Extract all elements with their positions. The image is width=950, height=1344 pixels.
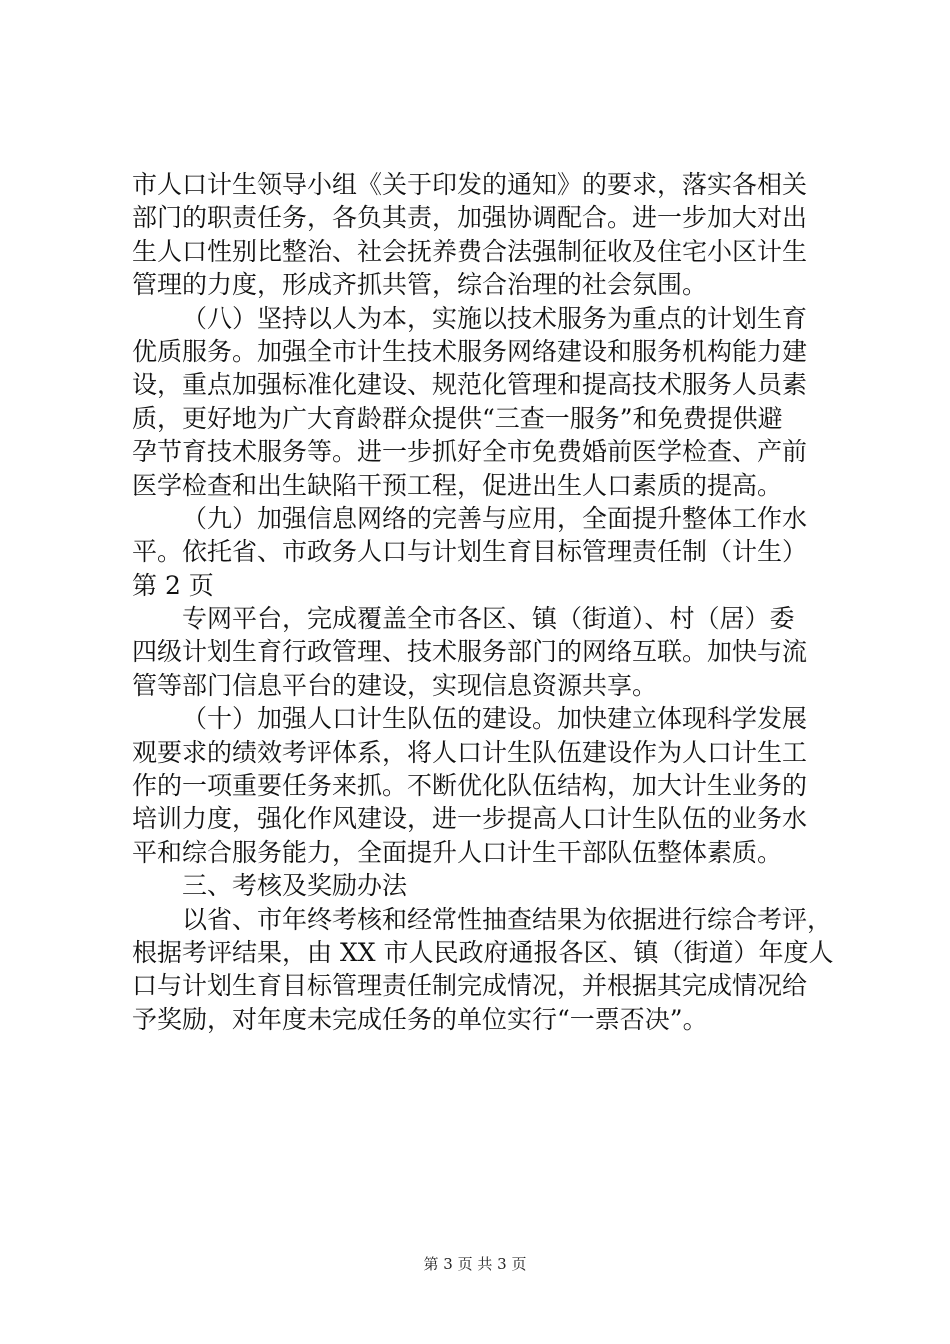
paragraph-start-line: 以省、市年终考核和经常性抽查结果为依据进行综合考评，: [182, 904, 833, 934]
text-line: 作的一项重要任务来抓。不断优化队伍结构，加大计生业务的: [132, 771, 808, 801]
text-line: 根据考评结果，由 XX 市人民政府通报各区、镇（街道）年度人: [132, 937, 834, 967]
page-footer: 第 3 页 共 3 页: [423, 1255, 527, 1273]
text-line: 培训力度，强化作风建设，进一步提高人口计生队伍的业务水: [132, 804, 808, 834]
text-line: 孕节育技术服务等。进一步抓好全市免费婚前医学检查、产前: [132, 437, 808, 467]
text-line: 管理的力度，形成齐抓共管，综合治理的社会氛围。: [132, 270, 708, 300]
text-line: 设，重点加强标准化建设、规范化管理和提高技术服务人员素: [132, 370, 808, 400]
section-heading: 三、考核及奖励办法: [182, 871, 408, 901]
document-body: [132, 168, 837, 1036]
text-line: 四级计划生育行政管理、技术服务部门的网络互联。加快与流: [132, 637, 808, 667]
text-line: 优质服务。加强全市计生技术服务网络建设和服务机构能力建: [132, 336, 808, 366]
text-line: 质，更好地为广大育龄群众提供“三查一服务”和免费提供避: [132, 403, 783, 433]
text-line: 观要求的绩效考评体系，将人口计生队伍建设作为人口计生工: [132, 737, 808, 767]
paragraph-start-line: （九）加强信息网络的完善与应用，全面提升整体工作水: [182, 503, 808, 533]
text-line: 平。依托省、市政务人口与计划生育目标管理责任制（计生）: [132, 537, 808, 567]
text-line: 医学检查和出生缺陷干预工程，促进出生人口素质的提高。: [132, 470, 783, 500]
text-line: 口与计划生育目标管理责任制完成情况，并根据其完成情况给: [132, 971, 808, 1001]
text-line: 平和综合服务能力，全面提升人口计生干部队伍整体素质。: [132, 837, 783, 867]
text-line: 部门的职责任务，各负其责，加强协调配合。进一步加大对出: [132, 203, 808, 233]
text-line: 予奖励，对年度未完成任务的单位实行“一票否决”。: [132, 1004, 708, 1034]
inline-page-marker: 第 2 页: [132, 570, 214, 600]
paragraph-start-line: （八）坚持以人为本，实施以技术服务为重点的计划生育: [182, 303, 808, 333]
text-line: 生人口性别比整治、社会抚养费合法强制征收及住宅小区计生: [132, 236, 808, 266]
paragraph-start-line: （十）加强人口计生队伍的建设。加快建立体现科学发展: [182, 704, 808, 734]
paragraph-start-line: 专网平台，完成覆盖全市各区、镇（街道）、村（居）委: [182, 604, 795, 634]
text-line: 管等部门信息平台的建设，实现信息资源共享。: [132, 670, 658, 700]
text-line: 市人口计生领导小组《关于印发的通知》的要求，落实各相关: [132, 170, 808, 199]
